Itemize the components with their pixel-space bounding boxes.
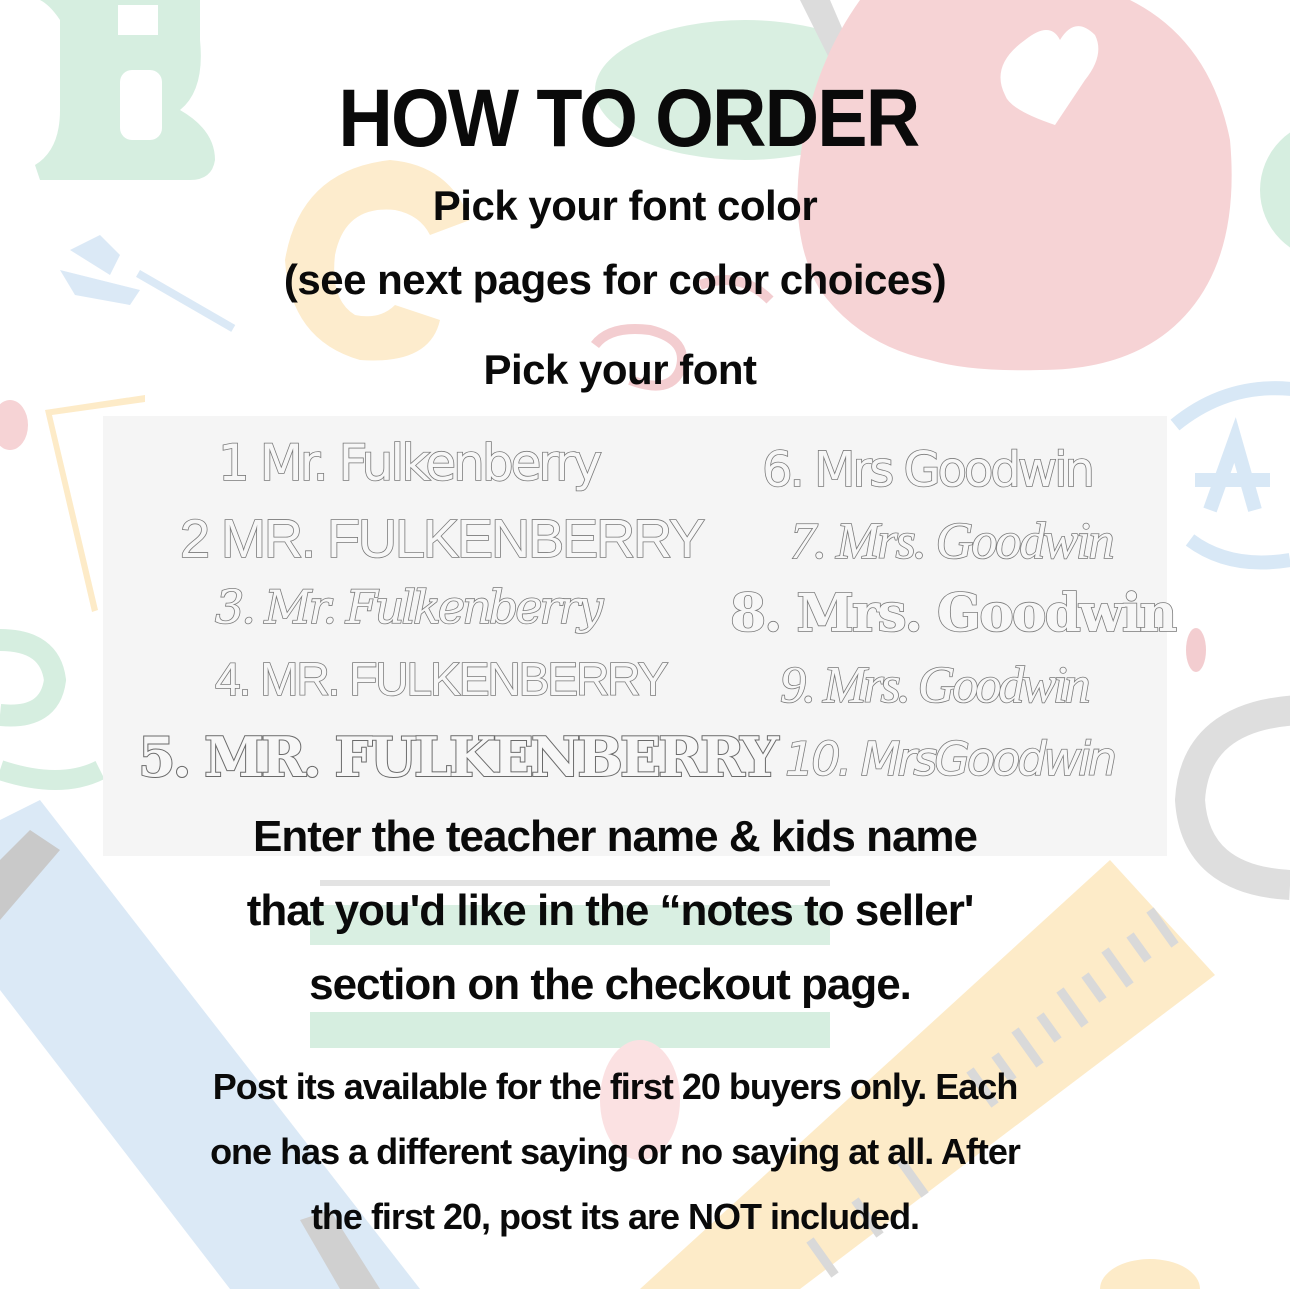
page-title: HOW TO ORDER — [338, 73, 919, 164]
enter-names-instruction-line-3: section on the checkout page. — [309, 960, 911, 1009]
font-sample-8: 8. Mrs. Goodwin — [730, 583, 1176, 644]
font-sample-4: 4. MR. FULKENBERRY — [215, 653, 667, 705]
pick-font-instruction: Pick your font — [483, 346, 757, 393]
enter-names-instruction-line-2: that you'd like in the “notes to seller' — [246, 886, 974, 935]
font-sample-7: 7. Mrs. Goodwin — [790, 513, 1113, 570]
font-sample-10: 10. MrsGoodwin — [785, 732, 1115, 786]
color-choices-note: (see next pages for color choices) — [283, 256, 947, 303]
enter-names-instruction-line-1: Enter the teacher name & kids name — [252, 812, 978, 861]
post-its-note-line-2: one has a different saying or no saying at all. After — [210, 1131, 1020, 1172]
pick-font-color-instruction: Pick your font color — [432, 182, 818, 229]
post-its-note-line-3: the first 20, post its are NOT included. — [310, 1196, 920, 1237]
font-sample-9: 9. Mrs. Goodwin — [780, 657, 1088, 714]
font-sample-2: 2 MR. FULKENBERRY — [180, 509, 704, 569]
font-sample-6: 6. Mrs Goodwin — [762, 442, 1092, 498]
font-sample-1: 1 Mr. Fulkenberry — [218, 434, 600, 492]
post-its-note-line-1: Post its available for the first 20 buyers only. Each — [212, 1066, 1018, 1107]
font-sample-3: 3. Mr. Fulkenberry — [215, 580, 601, 634]
font-sample-5: 5. MR. FULKENBERRY — [138, 725, 776, 789]
